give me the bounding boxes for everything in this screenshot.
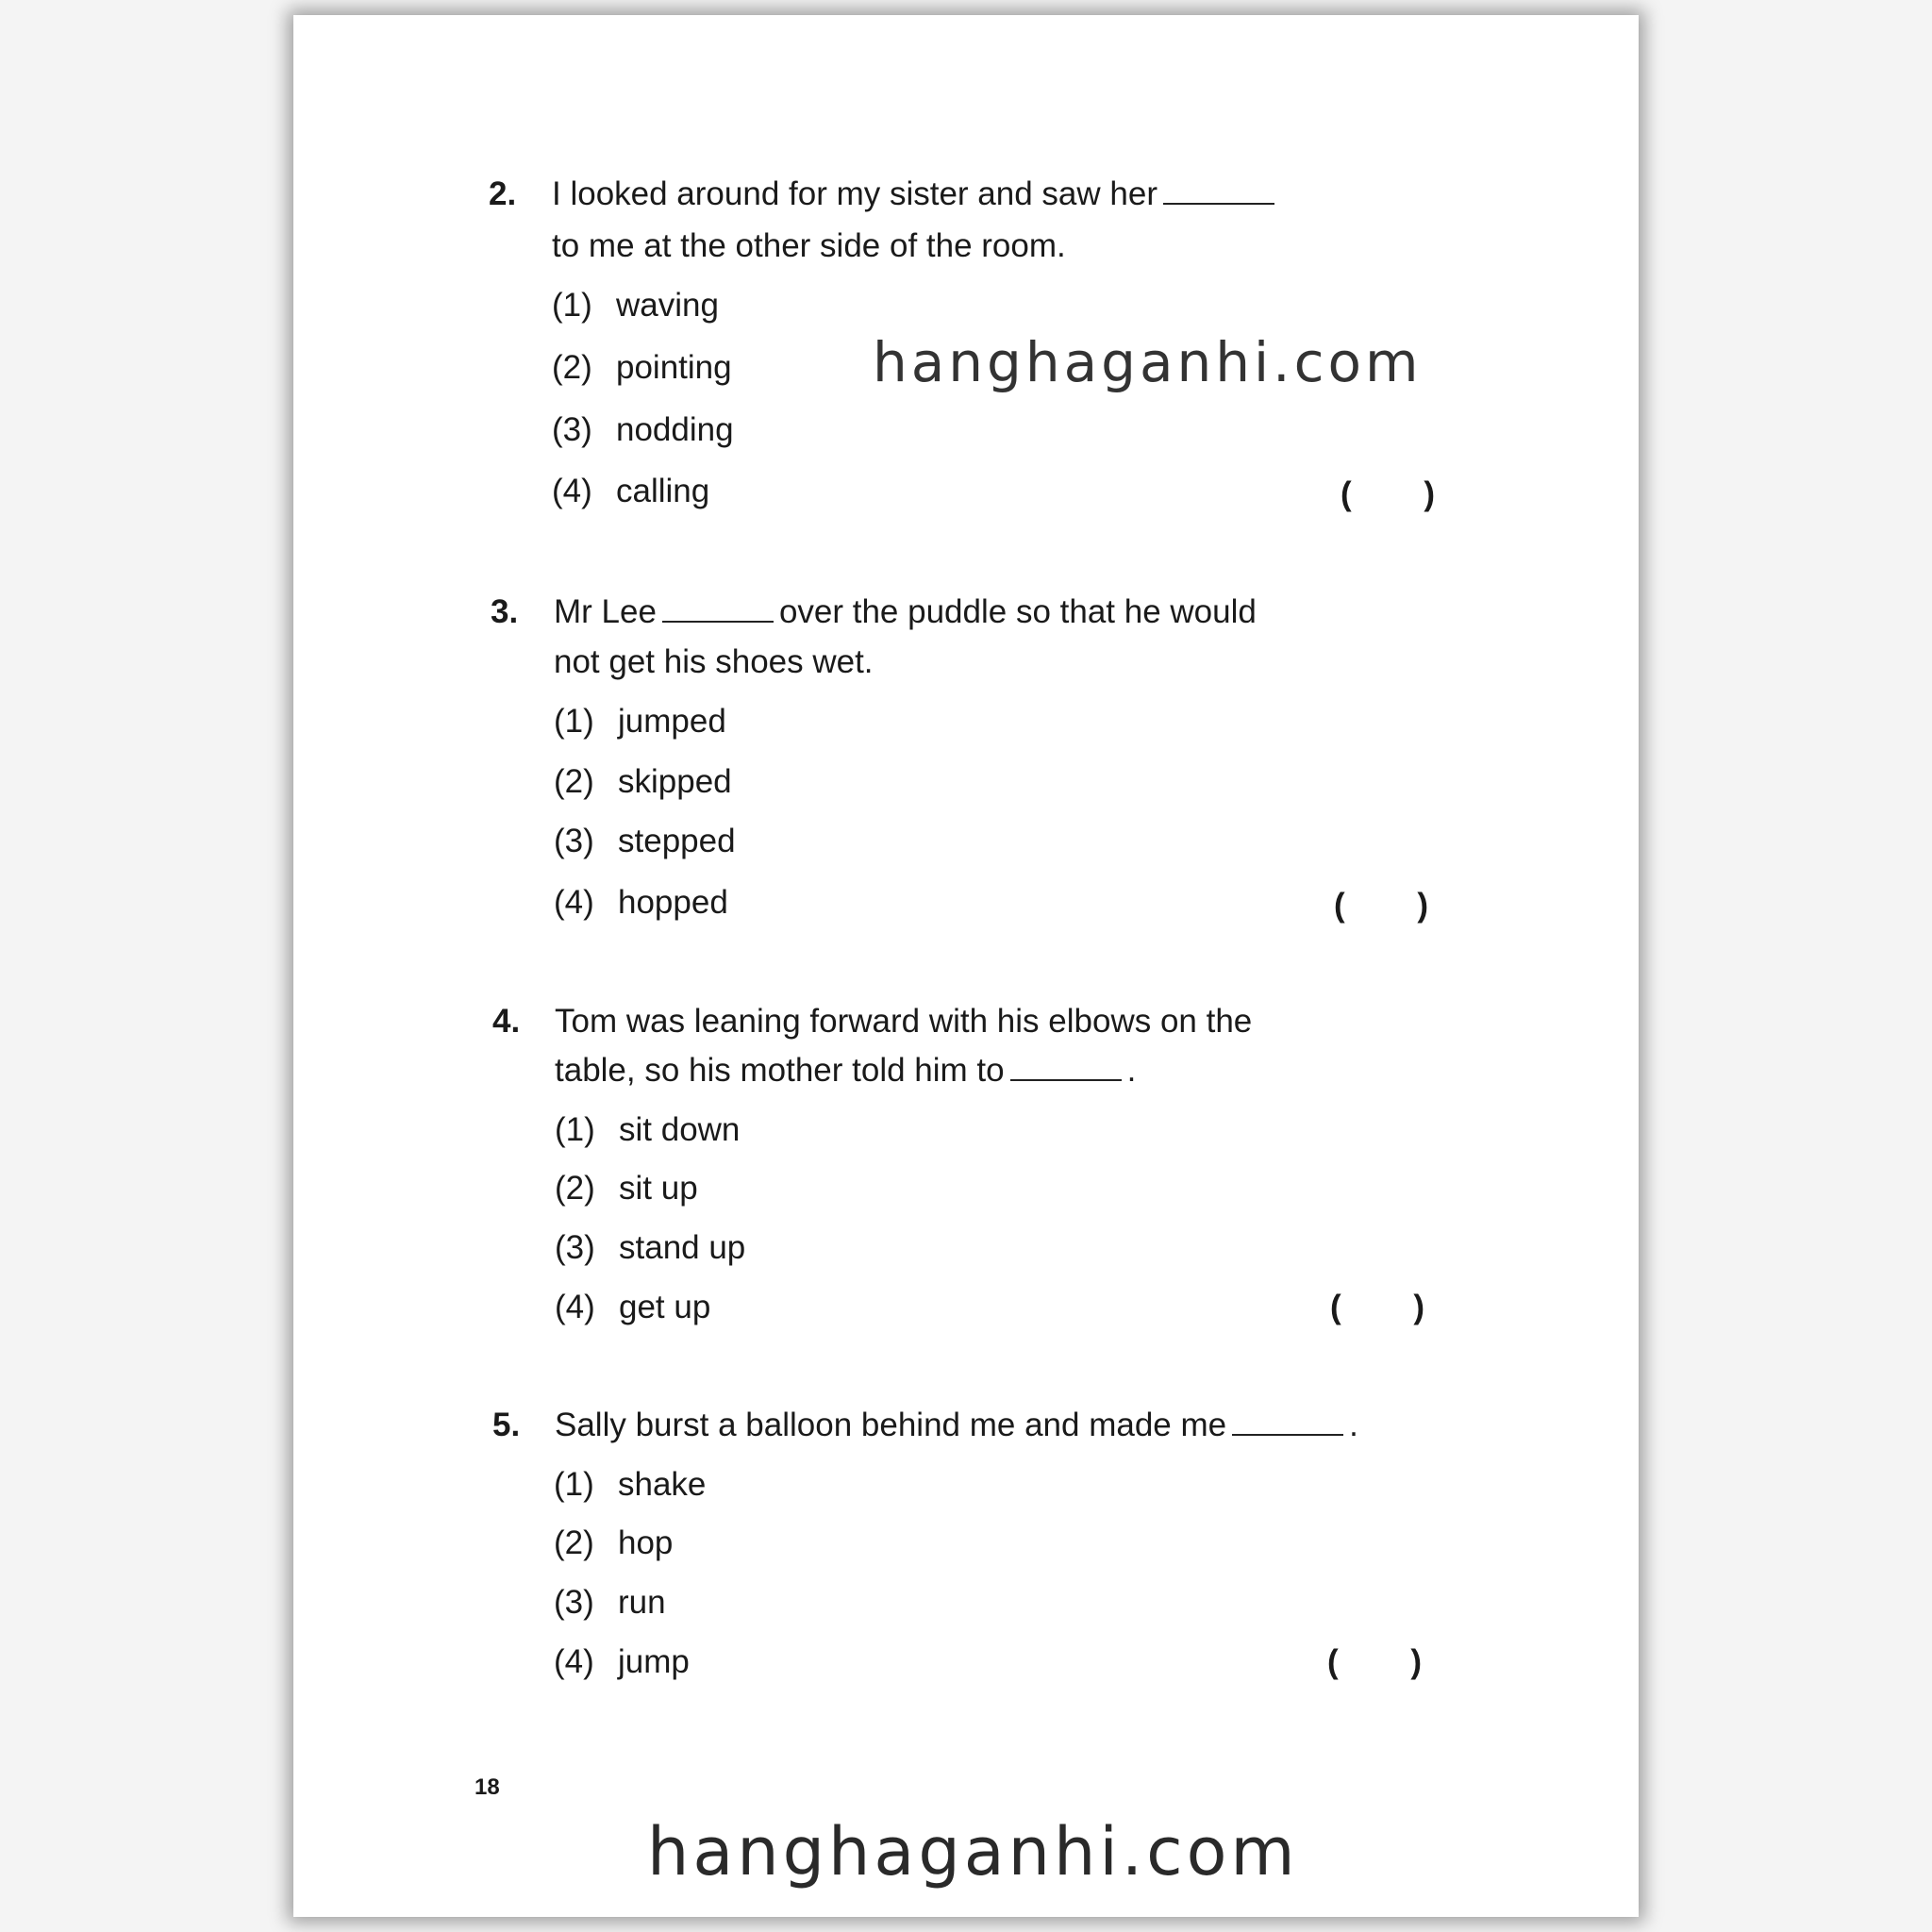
option: (2) pointing (552, 349, 732, 386)
watermark-bottom: hanghaganhi.com (647, 1813, 1299, 1890)
question-stem: table, so his mother told him to . (555, 1052, 1137, 1089)
question-number: 5. (492, 1407, 521, 1443)
option: (3) run (554, 1584, 666, 1621)
answer-bracket[interactable]: ( ) (1334, 887, 1428, 924)
option: (3) nodding (552, 411, 734, 448)
question-number: 3. (491, 593, 519, 630)
stem-text: I looked around for my sister and saw her (552, 175, 1158, 212)
option: (1) sit down (555, 1111, 741, 1148)
option: (1) waving (552, 287, 719, 324)
question-number: 2. (489, 175, 517, 212)
option: (2) sit up (555, 1170, 698, 1207)
question-number: 4. (492, 1003, 521, 1040)
option: (1) jumped (554, 703, 726, 740)
question-stem: not get his shoes wet. (554, 643, 874, 680)
watermark: hanghaganhi.com (873, 330, 1423, 394)
question-stem: to me at the other side of the room. (552, 227, 1066, 264)
option: (2) skipped (554, 763, 732, 800)
option: (4) calling (552, 473, 710, 509)
answer-blank (1232, 1409, 1343, 1436)
option: (4) hopped (554, 884, 728, 921)
question-stem: Sally burst a balloon behind me and made me . (555, 1407, 1358, 1443)
option: (4) jump (554, 1643, 690, 1680)
page-number: 18 (475, 1774, 500, 1800)
answer-blank (1010, 1055, 1122, 1081)
answer-bracket[interactable]: ( ) (1341, 475, 1435, 512)
answer-blank (1163, 178, 1274, 205)
answer-bracket[interactable]: ( ) (1327, 1643, 1422, 1680)
option: (3) stepped (554, 823, 736, 859)
question-stem: Mr Lee over the puddle so that he would (554, 593, 1257, 630)
question-stem: Tom was leaning forward with his elbows on the (555, 1003, 1253, 1040)
option: (4) get up (555, 1289, 711, 1325)
answer-bracket[interactable]: ( ) (1330, 1289, 1424, 1325)
option: (2) hop (554, 1524, 674, 1561)
worksheet-page (293, 15, 1639, 1917)
option: (1) shake (554, 1466, 707, 1503)
answer-blank (662, 596, 774, 623)
option: (3) stand up (555, 1229, 746, 1266)
question-stem (552, 175, 1280, 213)
